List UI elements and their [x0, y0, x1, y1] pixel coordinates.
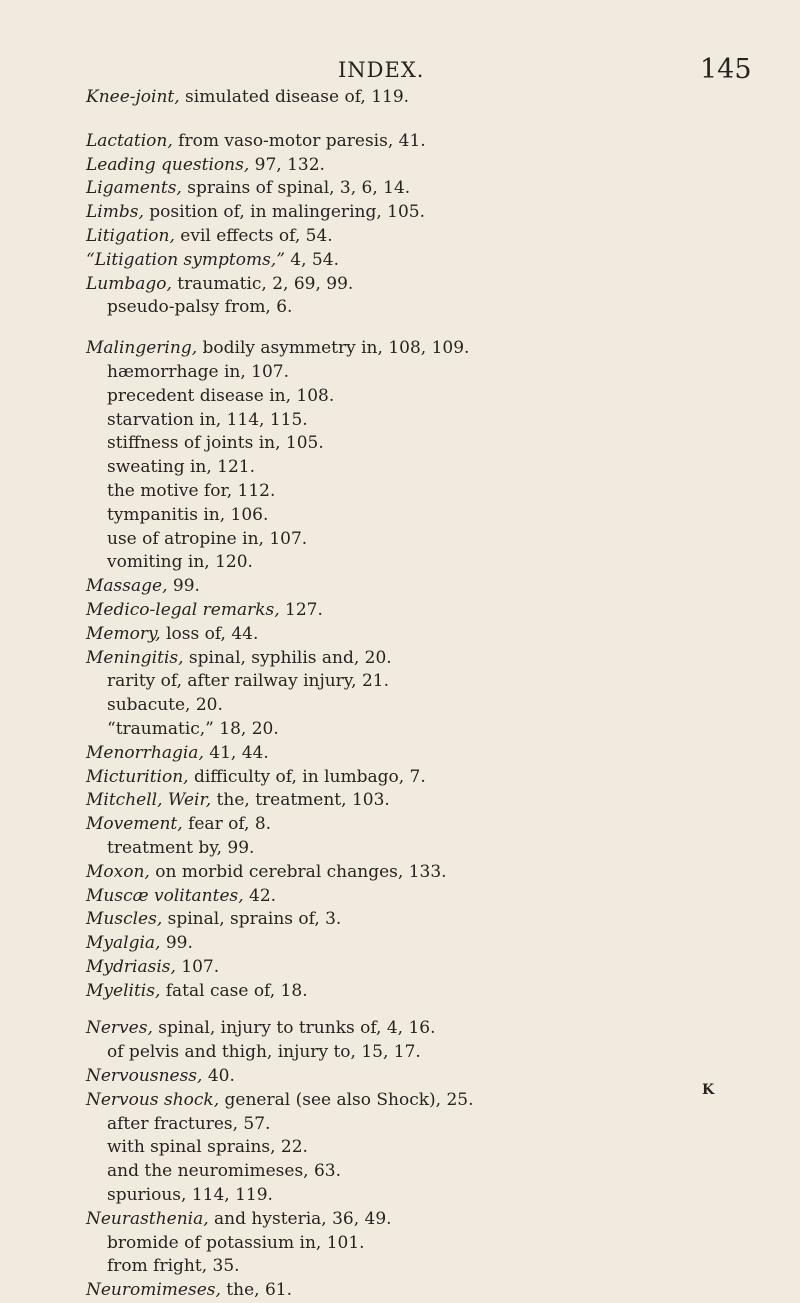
index-subentry	[0, 296, 800, 320]
index-locator: spinal, sprains of, 3.	[162, 909, 342, 930]
index-term: Muscles,	[86, 909, 163, 930]
index-locator: tympanitis in, 106.	[107, 504, 269, 525]
index-subentry	[0, 1160, 800, 1184]
index-term: Muscæ volitantes,	[86, 885, 244, 906]
index-entry	[0, 249, 800, 273]
index-locator: pseudo-palsy from, 6.	[107, 297, 293, 318]
index-term: Myalgia,	[86, 933, 161, 954]
index-subentry	[0, 504, 800, 528]
index-locator: “traumatic,” 18, 20.	[107, 718, 279, 739]
index-entry	[0, 885, 800, 909]
index-locator: and hysteria, 36, 49.	[208, 1208, 392, 1229]
index-subentry	[0, 718, 800, 742]
index-subentry	[0, 551, 800, 575]
index-locator: 107.	[175, 956, 220, 977]
index-locator: 99.	[160, 933, 193, 954]
index-locator: hæmorrhage in, 107.	[107, 361, 290, 382]
index-entry	[0, 813, 800, 837]
index-entry	[0, 337, 800, 361]
index-locator: simulated disease of, 119.	[179, 87, 410, 107]
index-entry	[0, 1017, 800, 1041]
index-entry	[0, 575, 800, 599]
index-locator: from vaso-motor paresis, 41.	[172, 130, 426, 151]
index-locator: use of atropine in, 107.	[107, 528, 308, 549]
index-entry	[0, 647, 800, 671]
index-locator: evil effects of, 54.	[174, 225, 333, 246]
index-locator: precedent disease in, 108.	[107, 385, 335, 406]
group-spacer	[0, 1003, 800, 1017]
index-entry	[0, 1279, 800, 1303]
index-locator: with spinal sprains, 22.	[107, 1137, 308, 1158]
index-entry	[0, 225, 800, 249]
index-subentry	[0, 837, 800, 861]
index-term: Meningitis,	[86, 647, 184, 668]
index-locator: spinal, injury to trunks of, 4, 16.	[152, 1018, 436, 1039]
index-term: Ligaments,	[86, 178, 182, 199]
index-entry	[0, 980, 800, 1004]
index-subentry	[0, 361, 800, 385]
index-locator: starvation in, 114, 115.	[107, 409, 308, 430]
index-entry	[0, 130, 800, 154]
index-entry	[0, 908, 800, 932]
index-letter-group	[0, 337, 800, 1003]
index-term: Moxon,	[86, 861, 150, 882]
index-term: Knee-joint,	[86, 87, 180, 107]
index-locator: 4, 54.	[284, 249, 339, 270]
index-subentry	[0, 480, 800, 504]
index-entry	[0, 861, 800, 885]
index-subentry	[0, 694, 800, 718]
index-term: Nervous shock,	[86, 1089, 220, 1110]
index-locator: fatal case of, 18.	[160, 980, 308, 1001]
index-entry	[0, 932, 800, 956]
index-term: Menorrhagia,	[86, 742, 204, 763]
index-locator: of pelvis and thigh, injury to, 15, 17.	[107, 1042, 421, 1063]
index-locator: general (see also Shock), 25.	[219, 1089, 474, 1110]
index-term: Nervousness,	[86, 1066, 203, 1087]
index-locator: on morbid cerebral changes, 133.	[149, 861, 447, 882]
index-subentry	[0, 409, 800, 433]
index-term: Memory,	[86, 623, 161, 644]
index-term: Malingering,	[86, 338, 198, 359]
index-entry	[0, 177, 800, 201]
index-locator: after fractures, 57.	[107, 1113, 271, 1134]
index-locator: from fright, 35.	[107, 1256, 240, 1277]
group-spacer	[0, 320, 800, 337]
index-locator: rarity of, after railway injury, 21.	[107, 671, 389, 692]
index-locator: 127.	[279, 599, 323, 620]
index-subentry	[0, 1184, 800, 1208]
index-term: Micturition,	[86, 766, 189, 787]
index-term: Lactation,	[86, 130, 173, 151]
index-locator: the motive for, 112.	[107, 480, 276, 501]
index-term: Movement,	[86, 814, 183, 835]
index-locator: 40.	[202, 1066, 235, 1087]
index-term: Mydriasis,	[86, 956, 176, 977]
index-entry	[0, 1065, 800, 1089]
index-entry	[0, 789, 800, 813]
index-locator: subacute, 20.	[107, 695, 223, 716]
index-locator: fear of, 8.	[182, 814, 272, 835]
index-locator: 42.	[243, 885, 277, 906]
index-locator: vomiting in, 120.	[107, 552, 253, 573]
index-entry	[0, 1089, 800, 1113]
index-locator: and the neuromimeses, 63.	[107, 1161, 342, 1182]
page-number: 145	[700, 54, 752, 85]
index-locator: sprains of spinal, 3, 6, 14.	[181, 178, 411, 199]
index-locator: the, 61.	[220, 1280, 292, 1301]
index-subentry	[0, 670, 800, 694]
index-locator: loss of, 44.	[160, 623, 259, 644]
running-title: INDEX.	[338, 58, 425, 82]
index-subentry	[0, 1232, 800, 1256]
index-term: Leading questions,	[86, 154, 250, 175]
group-spacer	[0, 110, 800, 130]
index-entry	[0, 599, 800, 623]
index-subentry	[0, 1255, 800, 1279]
index-term: Nerves,	[86, 1018, 153, 1039]
index-term: Myelitis,	[86, 980, 161, 1001]
index-term: Limbs,	[86, 202, 144, 223]
index-letter-group	[0, 130, 800, 320]
index-subentry	[0, 1136, 800, 1160]
index-locator: treatment by, 99.	[107, 837, 255, 858]
index-entry	[0, 273, 800, 297]
index-term: Medico-legal remarks,	[86, 599, 280, 620]
index-entry	[0, 154, 800, 178]
index-subentry	[0, 385, 800, 409]
index-letter-group	[0, 86, 800, 110]
signature-mark: K	[702, 1082, 715, 1098]
index-letter-group	[0, 1017, 800, 1303]
index-term: Mitchell, Weir,	[86, 790, 212, 811]
index-entry	[0, 201, 800, 225]
index-locator: bromide of potassium in, 101.	[107, 1232, 365, 1253]
index-subentry	[0, 432, 800, 456]
index-locator: spinal, syphilis and, 20.	[183, 647, 392, 668]
index-subentry	[0, 1113, 800, 1137]
index-term: “Litigation symptoms,”	[86, 249, 285, 270]
index-term: Lumbago,	[86, 273, 172, 294]
index-entry	[0, 956, 800, 980]
index-locator: spurious, 114, 119.	[107, 1185, 273, 1206]
index-subentry	[0, 456, 800, 480]
index-locator: the, treatment, 103.	[211, 790, 390, 811]
index-locator: stiffness of joints in, 105.	[107, 433, 324, 454]
index-term: Litigation,	[86, 225, 175, 246]
index-entry	[0, 86, 800, 110]
index-locator: difficulty of, in lumbago, 7.	[188, 766, 426, 787]
index-term: Massage,	[86, 576, 168, 597]
index-entry	[0, 623, 800, 647]
index-locator: bodily asymmetry in, 108, 109.	[197, 338, 470, 359]
index-entry	[0, 742, 800, 766]
index-locator: position of, in malingering, 105.	[143, 202, 425, 223]
index-entry	[0, 1208, 800, 1232]
index-locator: 99.	[167, 576, 200, 597]
index-term: Neurasthenia,	[86, 1208, 209, 1229]
index-body	[0, 86, 800, 1303]
index-term: Neuromimeses,	[86, 1280, 221, 1301]
index-entry	[0, 766, 800, 790]
index-subentry	[0, 1041, 800, 1065]
index-subentry	[0, 528, 800, 552]
index-locator: traumatic, 2, 69, 99.	[171, 273, 354, 294]
index-locator: 97, 132.	[249, 154, 325, 175]
index-locator: sweating in, 121.	[107, 457, 256, 478]
index-locator: 41, 44.	[203, 742, 269, 763]
